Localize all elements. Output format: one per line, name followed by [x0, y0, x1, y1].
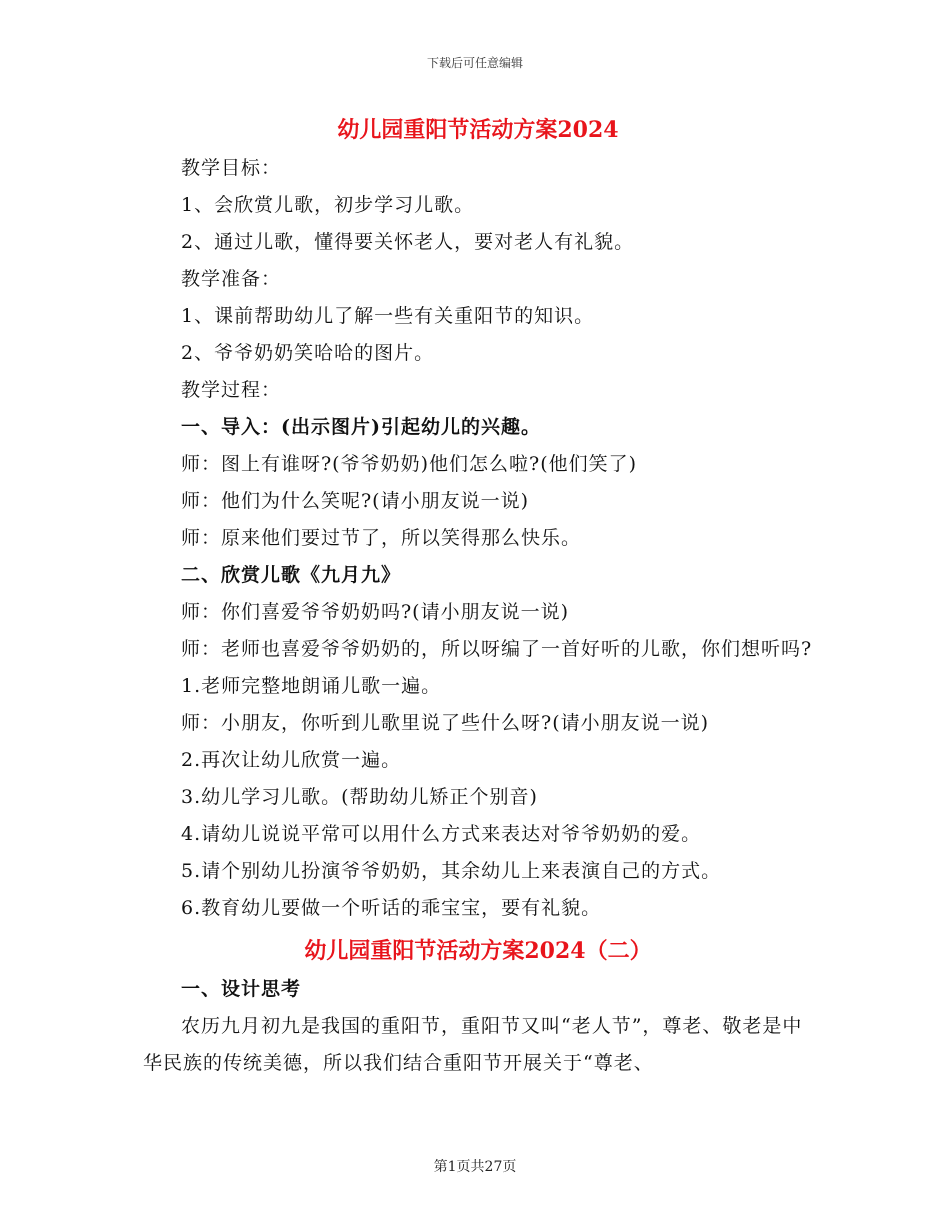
step2-line-1: 师：你们喜爱爷爷奶奶吗?(请小朋友说一说): [181, 601, 570, 623]
step1-line-3: 师：原来他们要过节了，所以笑得那么快乐。: [181, 527, 582, 549]
item-4: 4.请幼儿说说平常可以用什么方式来表达对爷爷奶奶的爱。: [181, 823, 702, 845]
step2-heading: 二、欣赏儿歌《九月九》: [181, 564, 402, 586]
design-heading: 一、设计思考: [181, 978, 302, 1000]
step1-heading: 一、导入：(出示图片)引起幼儿的兴趣。: [181, 416, 541, 438]
item-1: 1.老师完整地朗诵儿歌一遍。: [181, 675, 442, 697]
item-5: 5.请个别幼儿扮演爷爷奶奶，其余幼儿上来表演自己的方式。: [181, 860, 722, 882]
step1-line-1: 师：图上有谁呀?(爷爷奶奶)他们怎么啦?(他们笑了): [181, 453, 638, 475]
document-title: 幼儿园重阳节活动方案2024: [337, 117, 619, 143]
design-paragraph: 农历九月初九是我国的重阳节，重阳节又叫“老人节”，尊老、敬老是中华民族的传统美德，所以我们结合重阳节开展关于“尊老、: [143, 1015, 803, 1074]
document-title-2: 幼儿园重阳节活动方案2024（二）: [304, 938, 652, 964]
step1-line-2: 师：他们为什么笑呢?(请小朋友说一说): [181, 490, 530, 512]
preparation-2: 2、爷爷奶奶笑哈哈的图片。: [181, 342, 435, 364]
objective-2: 2、通过儿歌，懂得要关怀老人，要对老人有礼貌。: [181, 231, 635, 253]
page-footer: 第1页共27页: [433, 1159, 517, 1175]
item-2: 2.再次让幼儿欣赏一遍。: [181, 749, 402, 771]
document-body: [143, 112, 813, 1082]
objectives-heading: 教学目标：: [181, 157, 282, 179]
item-6: 6.教育幼儿要做一个听话的乖宝宝，要有礼貌。: [181, 897, 602, 919]
item-1-line: 师：小朋友，你听到儿歌里说了些什么呀?(请小朋友说一说): [181, 712, 710, 734]
item-3: 3.幼儿学习儿歌。(帮助幼儿矫正个别音): [181, 786, 538, 808]
header-note: 下载后可任意编辑: [426, 56, 523, 70]
process-heading: 教学过程：: [181, 379, 282, 401]
preparation-heading: 教学准备：: [181, 268, 282, 290]
step2-line-2: 师：老师也喜爱爷爷奶奶的，所以呀编了一首好听的儿歌，你们想听吗?: [181, 638, 813, 660]
objective-1: 1、会欣赏儿歌，初步学习儿歌。: [181, 194, 475, 216]
preparation-1: 1、课前帮助幼儿了解一些有关重阳节的知识。: [181, 305, 595, 327]
